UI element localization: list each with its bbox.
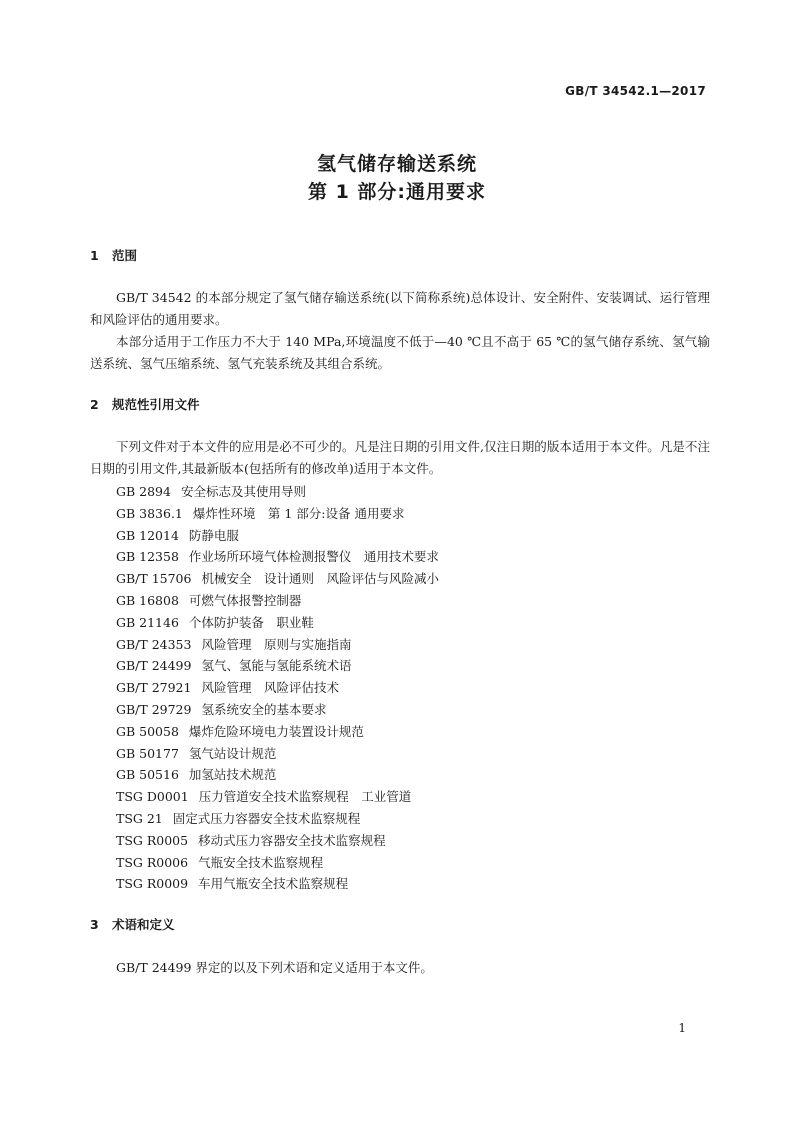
- reference-code: TSG R0005: [116, 832, 189, 848]
- section-title: 术语和定义: [112, 917, 175, 932]
- reference-title: 加氢站技术规范: [188, 767, 277, 783]
- reference-code: GB 3836.1: [116, 505, 183, 521]
- reference-code: TSG D0001: [116, 789, 189, 805]
- reference-code: GB/T 24499: [116, 658, 192, 674]
- reference-list: [116, 481, 439, 895]
- document-title: [0, 150, 794, 206]
- section-number: 2: [90, 397, 99, 412]
- references-intro: 下列文件对于本文件的应用是必不可少的。凡是注日期的引用文件,仅注日期的版本适用于本文件。凡是不注日期的引用文件,其最新版本(包括所有的修改单)适用于本文件。: [90, 439, 710, 476]
- reference-code: TSG R0006: [116, 854, 189, 870]
- reference-title: 氢气、氢能与氢能系统术语: [201, 658, 352, 674]
- reference-code: GB 21146: [116, 614, 179, 630]
- reference-code: TSG 21: [116, 810, 163, 826]
- reference-title: 爆炸性环境 第 1 部分:设备 通用要求: [192, 505, 405, 521]
- reference-item: [116, 852, 439, 874]
- scope-paragraph-2: 本部分适用于工作压力不大于 140 MPa,环境温度不低于—40 ℃且不高于 65 ℃的氢气储存系统、氢气输送系统、氢气压缩系统、氢气充装系统及其组合系统。: [90, 334, 710, 371]
- reference-title: 作业场所环境气体检测报警仪 通用技术要求: [188, 549, 439, 565]
- reference-code: GB 50058: [116, 723, 179, 739]
- reference-title: 可燃气体报警控制器: [188, 592, 302, 608]
- reference-code: GB 16808: [116, 592, 179, 608]
- reference-item: [116, 786, 439, 808]
- reference-title: 防静电服: [188, 527, 239, 543]
- reference-title: 压力管道安全技术监察规程 工业管道: [198, 789, 412, 805]
- reference-item: [116, 546, 439, 568]
- reference-item: [116, 743, 439, 765]
- reference-title: 车用气瓶安全技术监察规程: [198, 876, 349, 892]
- reference-item: [116, 699, 439, 721]
- reference-item: [116, 525, 439, 547]
- standard-number: GB/T 34542.1—2017: [565, 84, 706, 98]
- reference-code: GB/T 29729: [116, 701, 192, 717]
- reference-item: [116, 634, 439, 656]
- reference-title: 个体防护装备 职业鞋: [188, 614, 314, 630]
- reference-title: 风险管理 原则与实施指南: [201, 636, 352, 652]
- reference-item: [116, 612, 439, 634]
- title-line-2: 第 1 部分:通用要求: [307, 181, 487, 203]
- reference-item: [116, 655, 439, 677]
- section-heading-terms: [90, 916, 175, 934]
- reference-title: 风险管理 风险评估技术: [201, 680, 339, 696]
- reference-item: [116, 873, 439, 895]
- reference-item: [116, 721, 439, 743]
- reference-code: GB 2894: [116, 484, 171, 499]
- reference-code: TSG R0009: [116, 876, 189, 892]
- reference-title: 气瓶安全技术监察规程: [198, 854, 324, 870]
- reference-item: [116, 481, 439, 503]
- reference-title: 固定式压力容器安全技术监察规程: [172, 810, 361, 826]
- reference-item: [116, 503, 439, 525]
- section-heading-normative-references: [90, 396, 200, 414]
- reference-code: GB/T 15706: [116, 571, 192, 587]
- terms-paragraph: GB/T 24499 界定的以及下列术语和定义适用于本文件。: [116, 960, 433, 975]
- reference-item: [116, 568, 439, 590]
- section-title: 范围: [112, 248, 138, 263]
- reference-item: [116, 764, 439, 786]
- reference-code: GB 50516: [116, 767, 179, 783]
- reference-title: 氢系统安全的基本要求: [201, 701, 327, 717]
- reference-title: 移动式压力容器安全技术监察规程: [198, 832, 386, 848]
- reference-code: GB 12358: [116, 549, 179, 565]
- reference-code: GB/T 27921: [116, 680, 192, 696]
- title-line-1: 氢气储存输送系统: [316, 153, 477, 175]
- reference-title: 安全标志及其使用导则: [180, 484, 306, 499]
- reference-item: [116, 590, 439, 612]
- reference-title: 机械安全 设计通则 风险评估与风险减小: [201, 571, 439, 587]
- reference-item: [116, 830, 439, 852]
- reference-code: GB 12014: [116, 527, 179, 543]
- section-title: 规范性引用文件: [112, 397, 200, 412]
- section-heading-scope: [90, 247, 137, 265]
- scope-paragraph-1: GB/T 34542 的本部分规定了氢气储存输送系统(以下简称系统)总体设计、安全附件、安装调试、运行管理和风险评估的通用要求。: [90, 290, 710, 327]
- reference-code: GB/T 24353: [116, 636, 192, 652]
- reference-item: [116, 808, 439, 830]
- reference-title: 氢气站设计规范: [188, 745, 277, 761]
- page-number: 1: [678, 1021, 686, 1035]
- reference-code: GB 50177: [116, 745, 179, 761]
- reference-title: 爆炸危险环境电力装置设计规范: [188, 723, 364, 739]
- reference-item: [116, 677, 439, 699]
- section-number: 3: [90, 917, 99, 932]
- section-number: 1: [90, 248, 99, 263]
